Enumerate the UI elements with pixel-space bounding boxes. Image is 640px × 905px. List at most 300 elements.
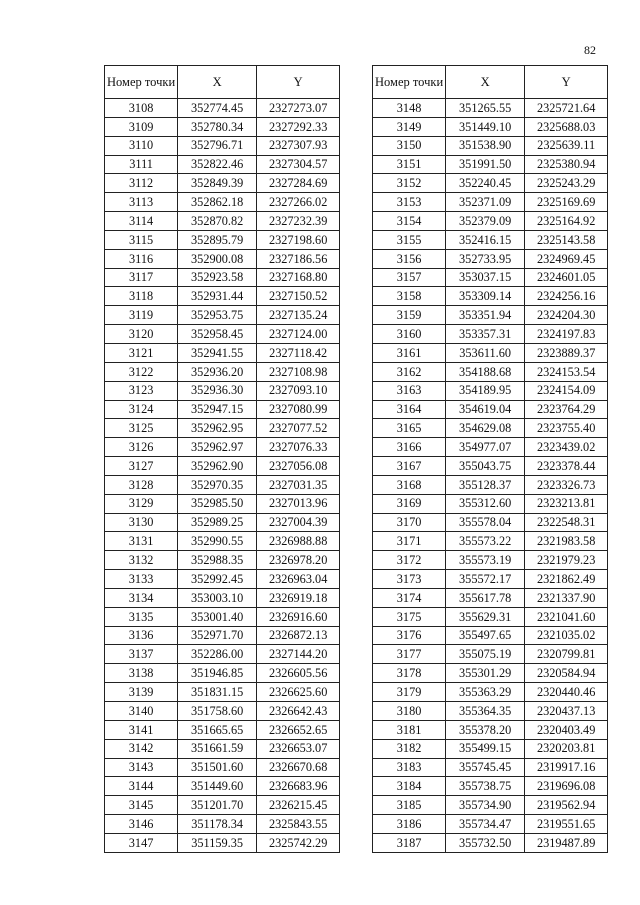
- y-cell: 2319487.89: [525, 833, 608, 852]
- point-number-cell: 3115: [105, 230, 178, 249]
- point-number-cell: 3109: [105, 117, 178, 136]
- table-row: [373, 777, 608, 796]
- x-cell: 352895.79: [178, 230, 257, 249]
- x-cell: 352962.97: [178, 438, 257, 457]
- table-row: [105, 664, 340, 683]
- table-row: [373, 758, 608, 777]
- table-row: [373, 193, 608, 212]
- x-cell: 352849.39: [178, 174, 257, 193]
- table-row: [373, 438, 608, 457]
- point-number-cell: 3119: [105, 306, 178, 325]
- table-row: [373, 645, 608, 664]
- point-number-cell: 3172: [373, 551, 446, 570]
- x-cell: 355573.19: [446, 551, 525, 570]
- table-row: [373, 720, 608, 739]
- y-cell: 2327292.33: [257, 117, 340, 136]
- table-row: [105, 268, 340, 287]
- table-row: [105, 570, 340, 589]
- table-row: [373, 457, 608, 476]
- x-cell: 352989.25: [178, 513, 257, 532]
- table-row: [373, 833, 608, 852]
- point-number-cell: 3120: [105, 325, 178, 344]
- header-y: Y: [525, 66, 608, 99]
- table-row: [373, 400, 608, 419]
- x-cell: 355378.20: [446, 720, 525, 739]
- x-cell: 352774.45: [178, 99, 257, 118]
- y-cell: 2324197.83: [525, 325, 608, 344]
- x-cell: 352900.08: [178, 249, 257, 268]
- y-cell: 2327124.00: [257, 325, 340, 344]
- table-row: [373, 362, 608, 381]
- point-number-cell: 3150: [373, 136, 446, 155]
- point-number-cell: 3160: [373, 325, 446, 344]
- table-row: [373, 287, 608, 306]
- x-cell: 351946.85: [178, 664, 257, 683]
- table-row: [105, 155, 340, 174]
- x-cell: 352931.44: [178, 287, 257, 306]
- table-row: [105, 400, 340, 419]
- y-cell: 2324153.54: [525, 362, 608, 381]
- point-number-cell: 3151: [373, 155, 446, 174]
- table-row: [105, 419, 340, 438]
- y-cell: 2327150.52: [257, 287, 340, 306]
- x-cell: 352796.71: [178, 136, 257, 155]
- table-row: [373, 702, 608, 721]
- x-cell: 352862.18: [178, 193, 257, 212]
- x-cell: 353309.14: [446, 287, 525, 306]
- point-number-cell: 3175: [373, 607, 446, 626]
- y-cell: 2327077.52: [257, 419, 340, 438]
- table-row: [105, 739, 340, 758]
- table-row: [105, 645, 340, 664]
- table-row: [373, 155, 608, 174]
- x-cell: 351758.60: [178, 702, 257, 721]
- x-cell: 353357.31: [446, 325, 525, 344]
- y-cell: 2327198.60: [257, 230, 340, 249]
- x-cell: 352958.45: [178, 325, 257, 344]
- x-cell: 352947.15: [178, 400, 257, 419]
- x-cell: 355734.90: [446, 796, 525, 815]
- point-number-cell: 3144: [105, 777, 178, 796]
- table-row: [373, 381, 608, 400]
- x-cell: 351449.60: [178, 777, 257, 796]
- point-number-cell: 3146: [105, 815, 178, 834]
- point-number-cell: 3129: [105, 494, 178, 513]
- x-cell: 355312.60: [446, 494, 525, 513]
- point-number-cell: 3163: [373, 381, 446, 400]
- point-number-cell: 3162: [373, 362, 446, 381]
- x-cell: 352923.58: [178, 268, 257, 287]
- y-cell: 2326988.88: [257, 532, 340, 551]
- point-number-cell: 3142: [105, 739, 178, 758]
- y-cell: 2327307.93: [257, 136, 340, 155]
- point-number-cell: 3145: [105, 796, 178, 815]
- y-cell: 2319917.16: [525, 758, 608, 777]
- x-cell: 351201.70: [178, 796, 257, 815]
- point-number-cell: 3181: [373, 720, 446, 739]
- y-cell: 2326872.13: [257, 626, 340, 645]
- table-row: [105, 758, 340, 777]
- table-row: [373, 570, 608, 589]
- x-cell: 355629.31: [446, 607, 525, 626]
- y-cell: 2327056.08: [257, 457, 340, 476]
- point-number-cell: 3168: [373, 475, 446, 494]
- point-number-cell: 3165: [373, 419, 446, 438]
- x-cell: 355497.65: [446, 626, 525, 645]
- table-row: [105, 833, 340, 852]
- table-row: [373, 174, 608, 193]
- y-cell: 2327031.35: [257, 475, 340, 494]
- point-number-cell: 3140: [105, 702, 178, 721]
- point-number-cell: 3112: [105, 174, 178, 193]
- x-cell: 352416.15: [446, 230, 525, 249]
- y-cell: 2325169.69: [525, 193, 608, 212]
- table-row: [105, 777, 340, 796]
- table-row: [373, 136, 608, 155]
- y-cell: 2323213.81: [525, 494, 608, 513]
- point-number-cell: 3125: [105, 419, 178, 438]
- table-row: [373, 212, 608, 231]
- table-row: [105, 193, 340, 212]
- y-cell: 2326625.60: [257, 683, 340, 702]
- table-row: [373, 588, 608, 607]
- x-cell: 351991.50: [446, 155, 525, 174]
- table-row: [105, 438, 340, 457]
- x-cell: 355578.04: [446, 513, 525, 532]
- x-cell: 355732.50: [446, 833, 525, 852]
- y-cell: 2320437.13: [525, 702, 608, 721]
- point-number-cell: 3184: [373, 777, 446, 796]
- point-number-cell: 3135: [105, 607, 178, 626]
- y-cell: 2327118.42: [257, 343, 340, 362]
- y-cell: 2323764.29: [525, 400, 608, 419]
- table-row: [373, 475, 608, 494]
- x-cell: 353003.10: [178, 588, 257, 607]
- x-cell: 355301.29: [446, 664, 525, 683]
- point-number-cell: 3186: [373, 815, 446, 834]
- page-number: 82: [584, 43, 596, 57]
- x-cell: 355617.78: [446, 588, 525, 607]
- table-row: [105, 174, 340, 193]
- table-row: [373, 419, 608, 438]
- table-row: [105, 796, 340, 815]
- table-row: [105, 136, 340, 155]
- header-point-number: Номер точки: [105, 66, 178, 99]
- y-cell: 2323755.40: [525, 419, 608, 438]
- y-cell: 2325143.58: [525, 230, 608, 249]
- point-number-cell: 3132: [105, 551, 178, 570]
- table-row: [105, 325, 340, 344]
- table-row: [373, 683, 608, 702]
- y-cell: 2327080.99: [257, 400, 340, 419]
- table-row: [373, 268, 608, 287]
- table-row: [105, 306, 340, 325]
- point-number-cell: 3171: [373, 532, 446, 551]
- point-number-cell: 3173: [373, 570, 446, 589]
- x-cell: 355573.22: [446, 532, 525, 551]
- y-cell: 2326963.04: [257, 570, 340, 589]
- table-row: [373, 796, 608, 815]
- point-number-cell: 3143: [105, 758, 178, 777]
- table-row: [373, 117, 608, 136]
- y-cell: 2326215.45: [257, 796, 340, 815]
- y-cell: 2320440.46: [525, 683, 608, 702]
- point-number-cell: 3127: [105, 457, 178, 476]
- x-cell: 355572.17: [446, 570, 525, 589]
- table-row: [105, 607, 340, 626]
- point-number-cell: 3134: [105, 588, 178, 607]
- table-row: [105, 513, 340, 532]
- x-cell: 352240.45: [446, 174, 525, 193]
- y-cell: 2326670.68: [257, 758, 340, 777]
- table-row: [373, 249, 608, 268]
- x-cell: 352733.95: [446, 249, 525, 268]
- x-cell: 352971.70: [178, 626, 257, 645]
- point-number-cell: 3149: [373, 117, 446, 136]
- y-cell: 2322548.31: [525, 513, 608, 532]
- table-row: [105, 588, 340, 607]
- table-row: [105, 343, 340, 362]
- y-cell: 2326683.96: [257, 777, 340, 796]
- point-number-cell: 3170: [373, 513, 446, 532]
- point-number-cell: 3164: [373, 400, 446, 419]
- point-number-cell: 3117: [105, 268, 178, 287]
- table-row: [105, 362, 340, 381]
- table-row: [373, 551, 608, 570]
- coordinates-table-right: [372, 65, 608, 853]
- y-cell: 2327284.69: [257, 174, 340, 193]
- point-number-cell: 3136: [105, 626, 178, 645]
- x-cell: 352936.20: [178, 362, 257, 381]
- point-number-cell: 3183: [373, 758, 446, 777]
- x-cell: 355128.37: [446, 475, 525, 494]
- table-row: [373, 325, 608, 344]
- x-cell: 352936.30: [178, 381, 257, 400]
- y-cell: 2327273.07: [257, 99, 340, 118]
- point-number-cell: 3167: [373, 457, 446, 476]
- x-cell: 354189.95: [446, 381, 525, 400]
- y-cell: 2319696.08: [525, 777, 608, 796]
- table-row: [105, 683, 340, 702]
- y-cell: 2326978.20: [257, 551, 340, 570]
- x-cell: 354619.04: [446, 400, 525, 419]
- x-cell: 355043.75: [446, 457, 525, 476]
- y-cell: 2324256.16: [525, 287, 608, 306]
- y-cell: 2319562.94: [525, 796, 608, 815]
- table-row: [373, 626, 608, 645]
- point-number-cell: 3178: [373, 664, 446, 683]
- y-cell: 2325164.92: [525, 212, 608, 231]
- y-cell: 2327108.98: [257, 362, 340, 381]
- table-row: [105, 720, 340, 739]
- table-row: [105, 626, 340, 645]
- y-cell: 2326642.43: [257, 702, 340, 721]
- point-number-cell: 3161: [373, 343, 446, 362]
- y-cell: 2320203.81: [525, 739, 608, 758]
- x-cell: 352870.82: [178, 212, 257, 231]
- point-number-cell: 3180: [373, 702, 446, 721]
- table-row: [373, 739, 608, 758]
- x-cell: 352985.50: [178, 494, 257, 513]
- y-cell: 2326652.65: [257, 720, 340, 739]
- table-row: [373, 230, 608, 249]
- y-cell: 2326605.56: [257, 664, 340, 683]
- x-cell: 351449.10: [446, 117, 525, 136]
- table-row: [373, 815, 608, 834]
- table-row: [105, 494, 340, 513]
- x-cell: 352286.00: [178, 645, 257, 664]
- y-cell: 2324601.05: [525, 268, 608, 287]
- table-row: [105, 230, 340, 249]
- x-cell: 354188.68: [446, 362, 525, 381]
- point-number-cell: 3130: [105, 513, 178, 532]
- y-cell: 2327135.24: [257, 306, 340, 325]
- point-number-cell: 3159: [373, 306, 446, 325]
- x-cell: 354629.08: [446, 419, 525, 438]
- y-cell: 2323326.73: [525, 475, 608, 494]
- y-cell: 2327266.02: [257, 193, 340, 212]
- table-row: [105, 702, 340, 721]
- x-cell: 354977.07: [446, 438, 525, 457]
- x-cell: 353037.15: [446, 268, 525, 287]
- y-cell: 2325243.29: [525, 174, 608, 193]
- table-header-row: [373, 66, 608, 99]
- table-row: [373, 607, 608, 626]
- point-number-cell: 3122: [105, 362, 178, 381]
- x-cell: 353001.40: [178, 607, 257, 626]
- point-number-cell: 3124: [105, 400, 178, 419]
- y-cell: 2327004.39: [257, 513, 340, 532]
- table-row: [373, 99, 608, 118]
- y-cell: 2320799.81: [525, 645, 608, 664]
- y-cell: 2324969.45: [525, 249, 608, 268]
- x-cell: 351665.65: [178, 720, 257, 739]
- point-number-cell: 3182: [373, 739, 446, 758]
- point-number-cell: 3166: [373, 438, 446, 457]
- point-number-cell: 3187: [373, 833, 446, 852]
- point-number-cell: 3155: [373, 230, 446, 249]
- y-cell: 2327093.10: [257, 381, 340, 400]
- y-cell: 2323889.37: [525, 343, 608, 362]
- point-number-cell: 3154: [373, 212, 446, 231]
- point-number-cell: 3177: [373, 645, 446, 664]
- point-number-cell: 3185: [373, 796, 446, 815]
- table-header-row: [105, 66, 340, 99]
- point-number-cell: 3157: [373, 268, 446, 287]
- table-row: [373, 532, 608, 551]
- table-row: [373, 494, 608, 513]
- y-cell: 2324154.09: [525, 381, 608, 400]
- y-cell: 2325639.11: [525, 136, 608, 155]
- y-cell: 2327168.80: [257, 268, 340, 287]
- point-number-cell: 3131: [105, 532, 178, 551]
- point-number-cell: 3114: [105, 212, 178, 231]
- point-number-cell: 3110: [105, 136, 178, 155]
- y-cell: 2319551.65: [525, 815, 608, 834]
- point-number-cell: 3123: [105, 381, 178, 400]
- table-row: [105, 381, 340, 400]
- x-cell: 352822.46: [178, 155, 257, 174]
- x-cell: 351538.90: [446, 136, 525, 155]
- y-cell: 2326916.60: [257, 607, 340, 626]
- header-x: X: [446, 66, 525, 99]
- header-point-number: Номер точки: [373, 66, 446, 99]
- x-cell: 352970.35: [178, 475, 257, 494]
- x-cell: 352962.90: [178, 457, 257, 476]
- point-number-cell: 3148: [373, 99, 446, 118]
- x-cell: 352962.95: [178, 419, 257, 438]
- y-cell: 2325742.29: [257, 833, 340, 852]
- y-cell: 2327144.20: [257, 645, 340, 664]
- y-cell: 2326653.07: [257, 739, 340, 758]
- y-cell: 2327186.56: [257, 249, 340, 268]
- point-number-cell: 3118: [105, 287, 178, 306]
- y-cell: 2327013.96: [257, 494, 340, 513]
- y-cell: 2320584.94: [525, 664, 608, 683]
- point-number-cell: 3128: [105, 475, 178, 494]
- table-row: [373, 513, 608, 532]
- table-row: [373, 343, 608, 362]
- x-cell: 355745.45: [446, 758, 525, 777]
- point-number-cell: 3139: [105, 683, 178, 702]
- x-cell: 355734.47: [446, 815, 525, 834]
- y-cell: 2327304.57: [257, 155, 340, 174]
- point-number-cell: 3113: [105, 193, 178, 212]
- table-row: [373, 306, 608, 325]
- x-cell: 352988.35: [178, 551, 257, 570]
- header-x: X: [178, 66, 257, 99]
- x-cell: 355499.15: [446, 739, 525, 758]
- x-cell: 351501.60: [178, 758, 257, 777]
- point-number-cell: 3147: [105, 833, 178, 852]
- point-number-cell: 3126: [105, 438, 178, 457]
- x-cell: 355075.19: [446, 645, 525, 664]
- x-cell: 351265.55: [446, 99, 525, 118]
- x-cell: 351178.34: [178, 815, 257, 834]
- table-row: [105, 212, 340, 231]
- x-cell: 351661.59: [178, 739, 257, 758]
- y-cell: 2324204.30: [525, 306, 608, 325]
- table-row: [105, 287, 340, 306]
- y-cell: 2326919.18: [257, 588, 340, 607]
- point-number-cell: 3108: [105, 99, 178, 118]
- point-number-cell: 3179: [373, 683, 446, 702]
- y-cell: 2321983.58: [525, 532, 608, 551]
- point-number-cell: 3169: [373, 494, 446, 513]
- point-number-cell: 3153: [373, 193, 446, 212]
- x-cell: 351159.35: [178, 833, 257, 852]
- x-cell: 355364.35: [446, 702, 525, 721]
- y-cell: 2321979.23: [525, 551, 608, 570]
- point-number-cell: 3152: [373, 174, 446, 193]
- x-cell: 352780.34: [178, 117, 257, 136]
- table-row: [105, 815, 340, 834]
- table-row: [105, 532, 340, 551]
- table-row: [105, 457, 340, 476]
- x-cell: 352379.09: [446, 212, 525, 231]
- y-cell: 2325843.55: [257, 815, 340, 834]
- y-cell: 2321041.60: [525, 607, 608, 626]
- table-row: [105, 249, 340, 268]
- x-cell: 353351.94: [446, 306, 525, 325]
- y-cell: 2323378.44: [525, 457, 608, 476]
- y-cell: 2325721.64: [525, 99, 608, 118]
- point-number-cell: 3133: [105, 570, 178, 589]
- y-cell: 2321337.90: [525, 588, 608, 607]
- x-cell: 355363.29: [446, 683, 525, 702]
- y-cell: 2325688.03: [525, 117, 608, 136]
- point-number-cell: 3111: [105, 155, 178, 174]
